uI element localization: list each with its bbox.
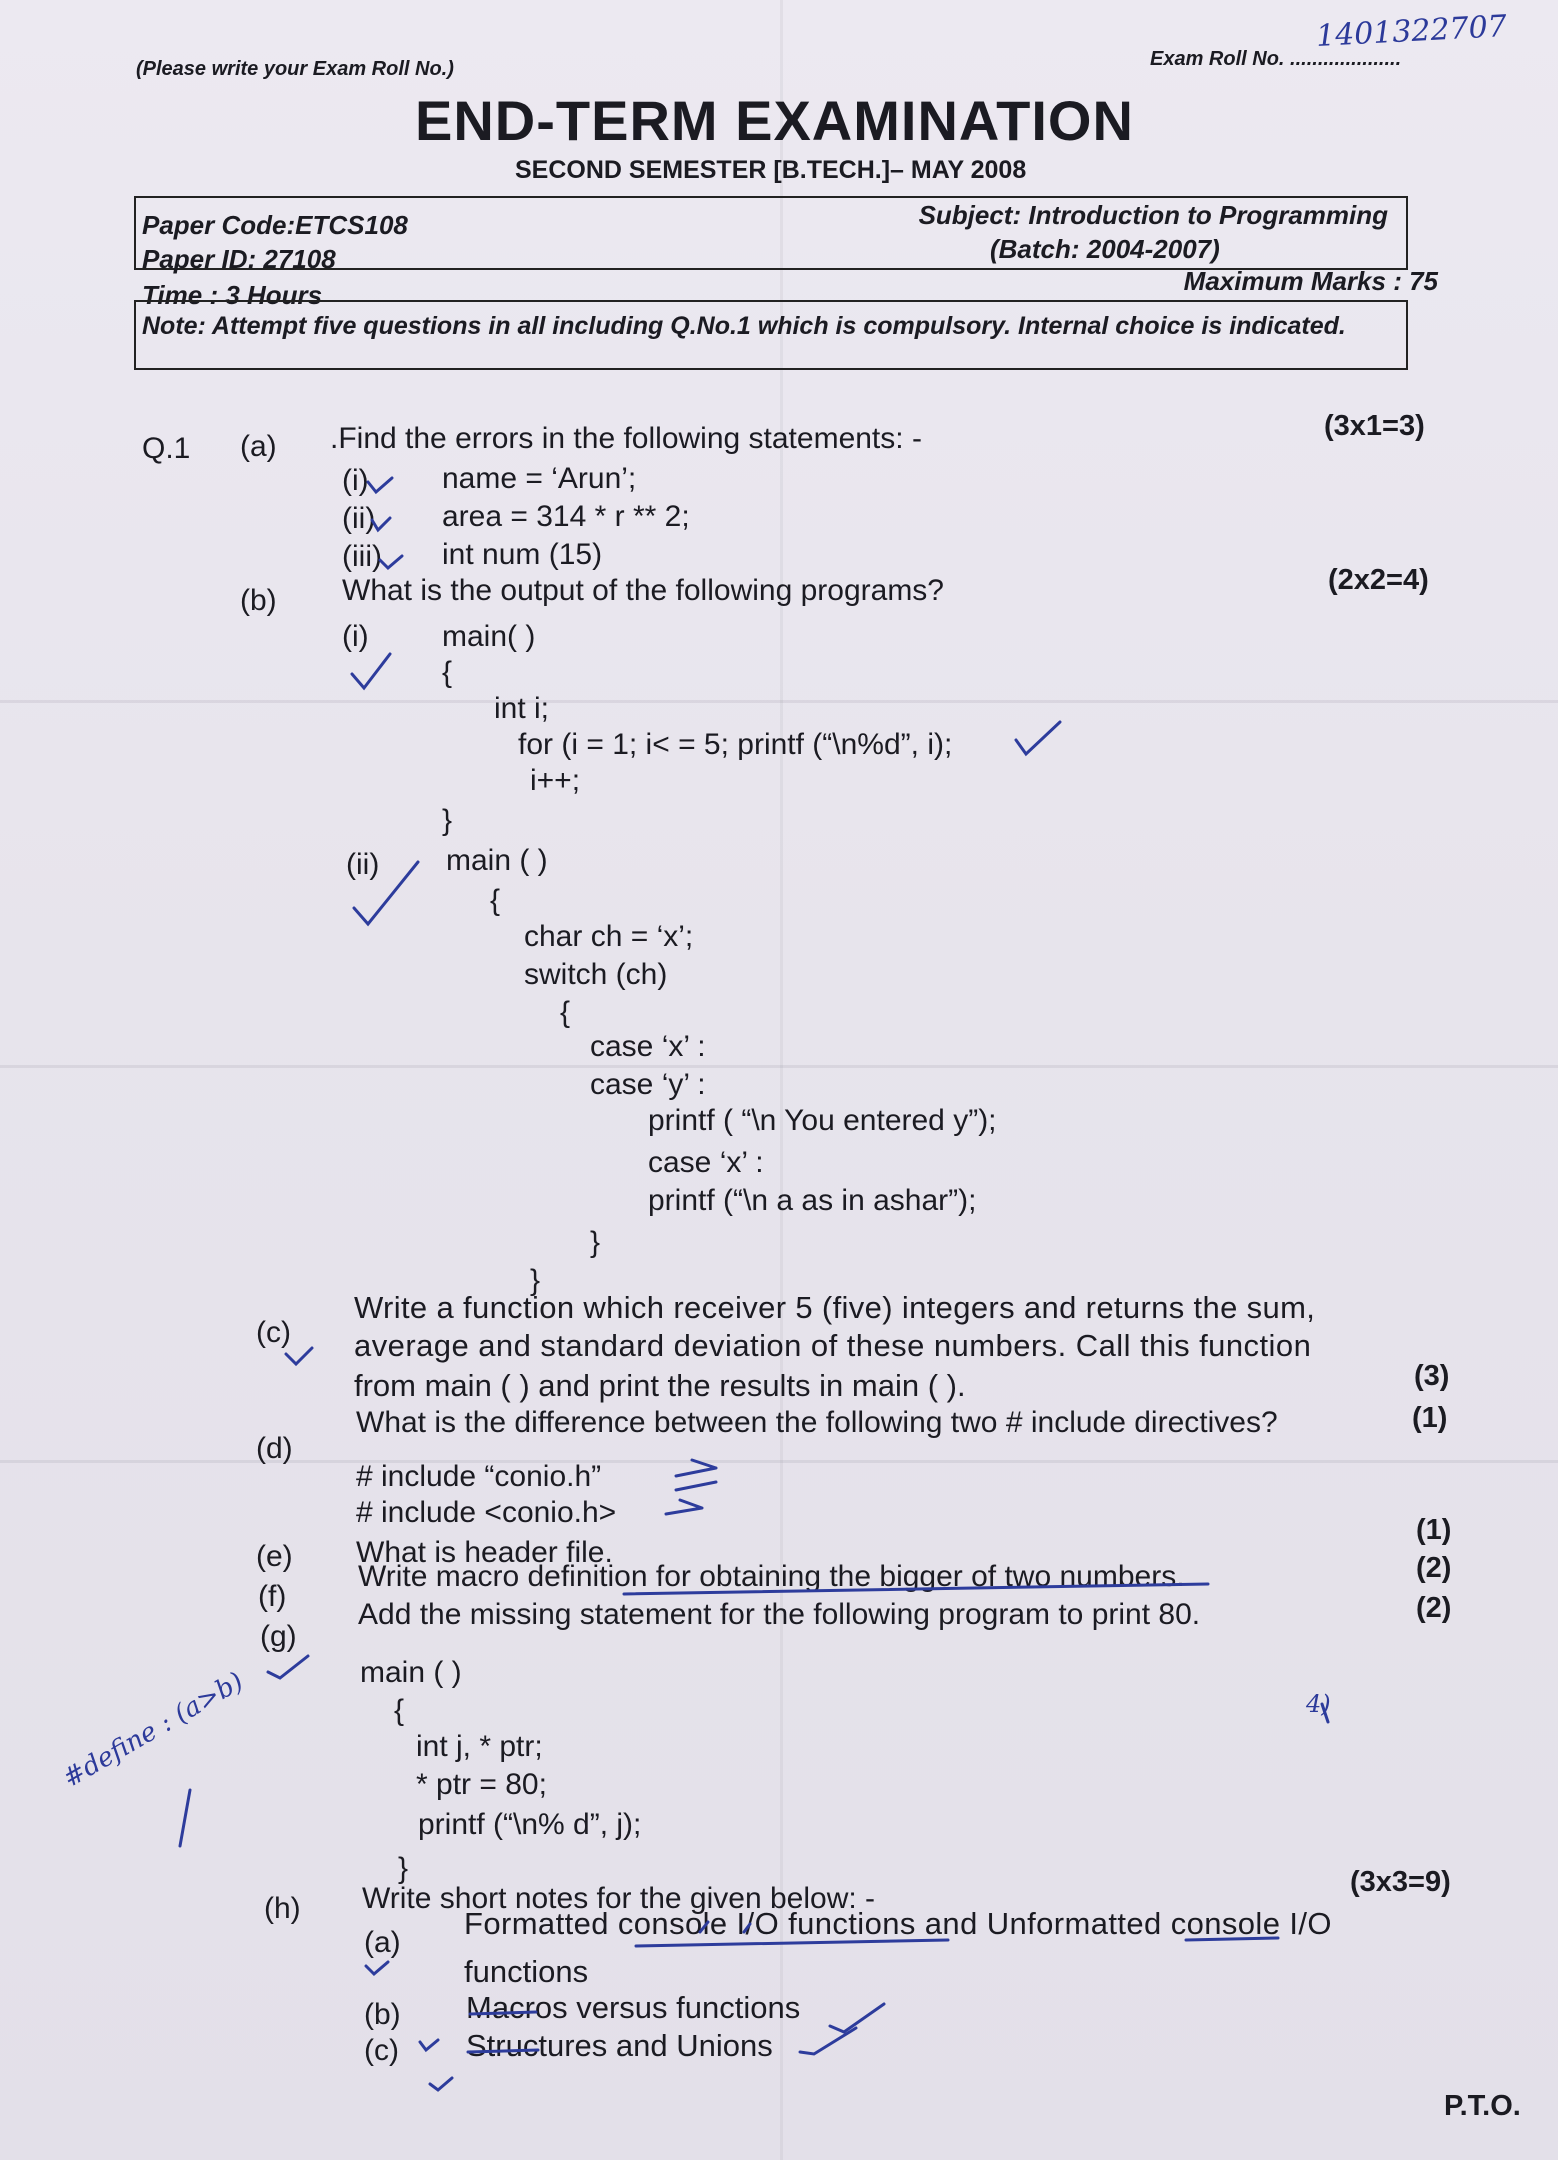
a-item-label: (ii) [342,502,376,535]
tick-mark [368,478,392,492]
code-line: switch (ch) [524,958,668,991]
roll-number-handwritten: 1401322707 [1315,9,1508,54]
batch: (Batch: 2004-2007) [990,234,1220,264]
code-line: { [560,996,571,1029]
code-line: main( ) [442,620,536,653]
time-allowed: Time : 3 Hours [142,280,323,310]
part-f-text: Write macro definition for obtaining the bigger of two numbers. [358,1560,1185,1593]
a-item-label: (iii) [342,540,382,573]
code-line: } [530,1264,541,1297]
arrow-mark [666,1500,702,1514]
tick-mark [1016,722,1060,754]
tick-mark [372,518,390,530]
part-a-label: (a) [240,430,277,463]
part-b-label: (b) [240,584,277,617]
tick-mark [366,1962,388,1974]
code-line: main ( ) [446,844,548,877]
roll-label: Exam Roll No. .................... [1150,48,1402,70]
part-c-label: (c) [256,1316,291,1349]
code-line: printf ( “\n You entered y”); [648,1104,997,1137]
tick-mark [800,2028,856,2054]
part-g-label: (g) [260,1620,297,1653]
h-item-text: functions [464,1954,589,1989]
code-line: main ( ) [360,1656,462,1689]
tick-mark [286,1348,312,1364]
part-d-label: (d) [256,1432,293,1465]
part-d-marks: (1) [1412,1402,1448,1434]
handwritten-side-note: 4) [1306,1690,1331,1718]
a-item-code: name = ‘Arun’; [442,462,637,495]
part-h-marks: (3x3=9) [1350,1866,1451,1898]
code-line: case ‘x’ : [590,1030,706,1063]
prog2-label: (ii) [346,848,380,881]
part-e-text: What is header file. [356,1536,613,1569]
semester-line: SECOND SEMESTER [B.TECH.]– MAY 2008 [515,156,1027,184]
underline-mark [468,2050,538,2052]
code-line: { [490,884,501,917]
code-line: printf (“\n a as in ashar”); [648,1184,977,1217]
a-item-code: int num (15) [442,538,603,571]
code-line: case ‘x’ : [648,1146,764,1179]
roll-note: (Please write your Exam Roll No.) [136,58,454,80]
part-c-marks: (3) [1414,1360,1450,1392]
instructions-note: Note: Attempt five questions in all including Q.No.1 which is compulsory. Internal choice is indicated. [142,312,1346,340]
tick-mark [352,654,390,688]
include-line: # include “conio.h” [356,1460,602,1493]
code-line: case ‘y’ : [590,1068,706,1101]
tick-mark [268,1656,308,1678]
tick-mark [380,556,402,568]
tick-mark [1322,1704,1328,1722]
code-line: for (i = 1; i< = 5; printf (“\n%d”, i); [518,728,953,761]
underline-mark [1186,1938,1278,1940]
underline-mark [624,1584,1208,1594]
max-marks: Maximum Marks : 75 [1183,266,1438,296]
part-c-text: average and standard deviation of these numbers. Call this function [354,1328,1312,1363]
prog1-label: (i) [342,620,369,653]
part-b-marks: (2x2=4) [1328,564,1429,596]
arrow-mark [676,1460,716,1490]
tick-mark [420,2040,438,2050]
code-line: { [442,656,453,689]
underline-mark [470,2012,536,2014]
tick-mark [430,2078,452,2090]
h-item-text: Formatted console I/O functions and Unformatted console I/O [464,1906,1332,1941]
question-number: Q.1 [142,432,191,465]
h-item-label: (c) [364,2034,399,2067]
subject: Subject: Introduction to Programming [918,200,1388,230]
part-h-text: Write short notes for the given below: - [362,1882,876,1915]
exam-title: END-TERM EXAMINATION [415,89,1134,152]
code-line: * ptr = 80; [416,1768,547,1801]
part-f-marks: (2) [1416,1552,1452,1584]
underline-mark [700,1922,750,1932]
part-c-text: Write a function which receiver 5 (five) integers and returns the sum, [354,1290,1316,1325]
code-line: } [442,804,453,837]
tick-mark [354,862,418,924]
include-line: # include <conio.h> [356,1496,617,1529]
paper-id: Paper ID: 27108 [142,244,336,274]
handwritten-margin-note: #define : (a>b) [58,1666,249,1794]
part-a-marks: (3x1=3) [1324,410,1425,442]
code-line: int j, * ptr; [416,1730,543,1763]
h-item-text: Structures and Unions [466,2028,773,2063]
part-d-text: What is the difference between the following two # include directives? [356,1406,1278,1439]
code-line: int i; [494,692,550,725]
part-a-text: .Find the errors in the following statements: - [330,422,922,455]
part-f-label: (f) [258,1580,287,1613]
h-item-label: (b) [364,1998,401,2031]
code-line: } [590,1226,601,1259]
code-line: i++; [530,764,581,797]
code-line: printf (“\n% d”, j); [418,1808,642,1841]
part-e-marks: (1) [1416,1514,1452,1546]
part-b-text: What is the output of the following programs? [342,574,944,607]
part-e-label: (e) [256,1540,293,1573]
a-item-code: area = 314 * r ** 2; [442,500,690,533]
part-g-marks: (2) [1416,1592,1452,1624]
part-h-label: (h) [264,1892,301,1925]
pto-marker: P.T.O. [1444,2090,1521,2122]
underline-mark [636,1940,948,1946]
h-item-text: Macros versus functions [466,1990,801,2025]
a-item-label: (i) [342,464,369,497]
code-line: } [398,1852,409,1885]
part-c-text: from main ( ) and print the results in main ( ). [354,1368,966,1403]
underline-mark [180,1790,190,1846]
code-line: { [394,1694,405,1727]
code-line: char ch = ‘x’; [524,920,694,953]
part-g-text: Add the missing statement for the following program to print 80. [358,1598,1201,1631]
h-item-label: (a) [364,1926,401,1959]
paper-code: Paper Code:ETCS108 [142,210,408,240]
